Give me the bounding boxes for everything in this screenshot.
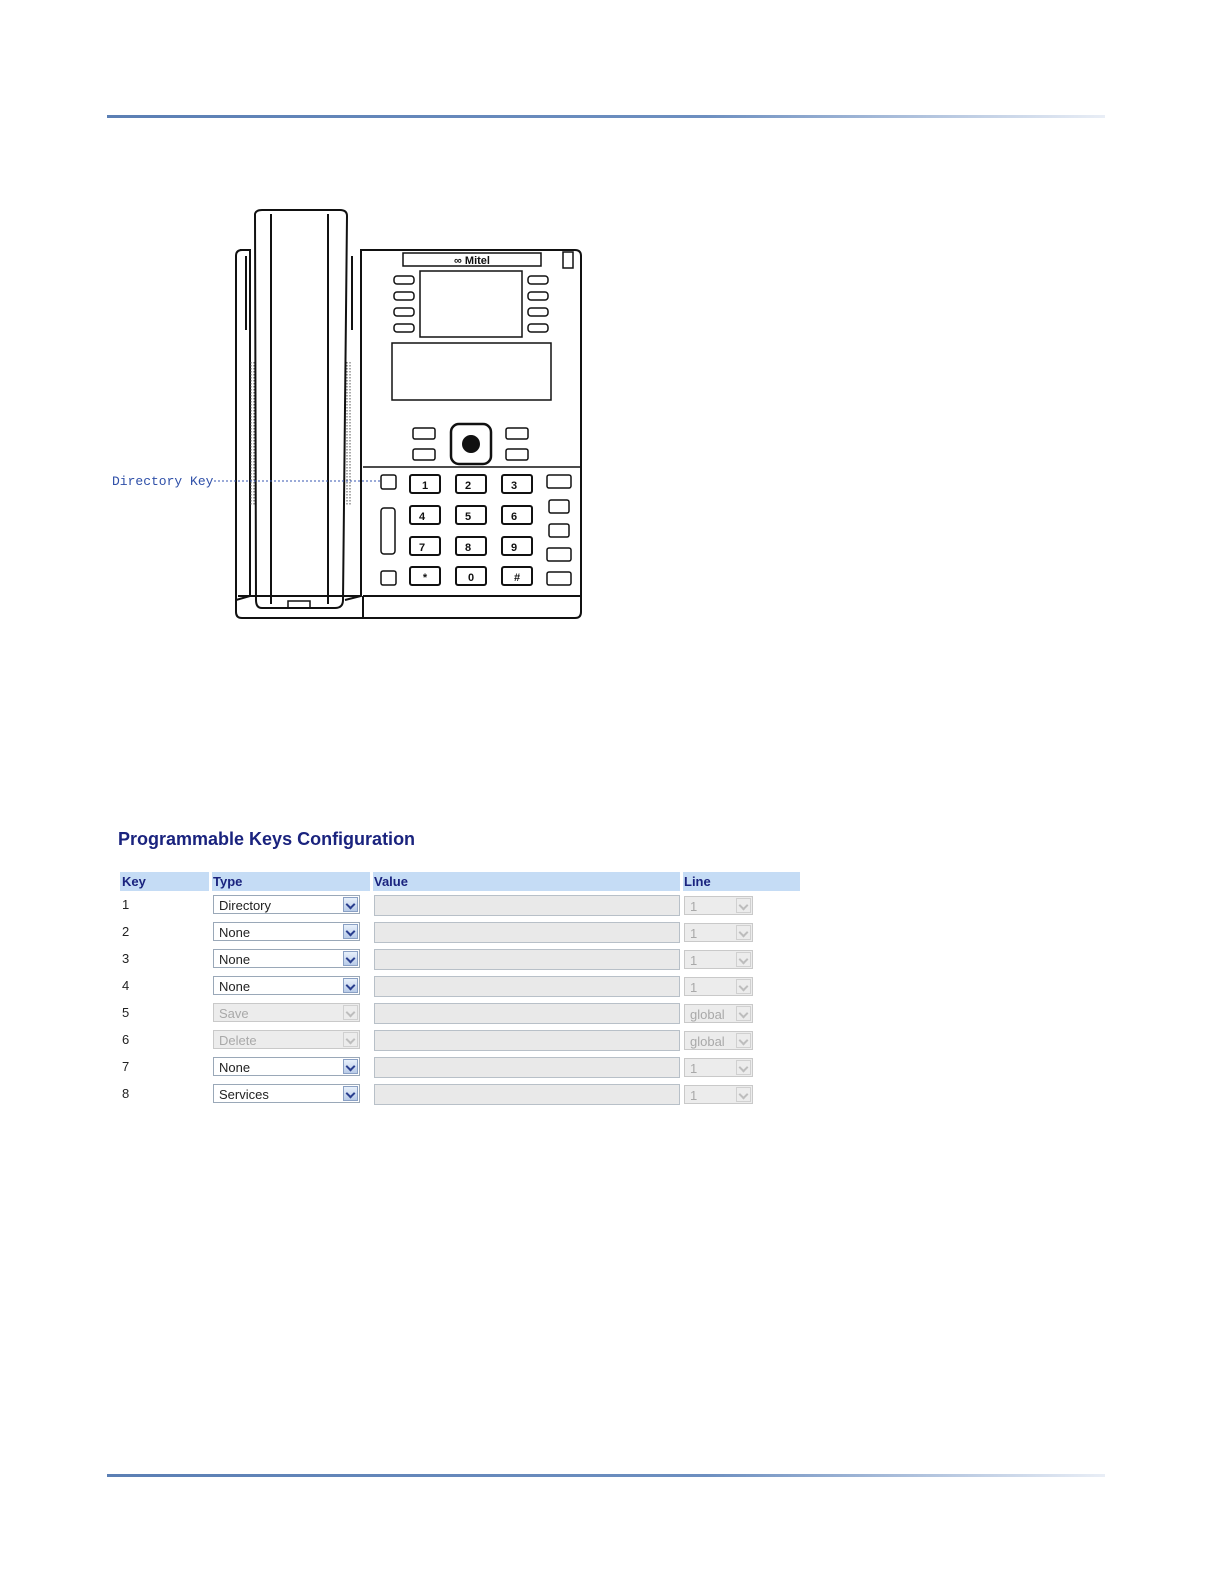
chevron-down-icon (736, 898, 751, 913)
table-row (120, 918, 800, 945)
key-number: 5 (122, 1005, 130, 1020)
line-select-value: global (690, 1007, 725, 1022)
line-select (684, 1058, 753, 1077)
type-select[interactable] (213, 1057, 360, 1076)
header-type: Type (213, 874, 243, 889)
chevron-down-icon (736, 979, 751, 994)
phone-illustration (100, 195, 600, 625)
table-row (120, 972, 800, 999)
type-select-value: Delete (219, 1033, 257, 1048)
svg-text:4: 4 (418, 511, 426, 523)
type-select-value: Save (219, 1006, 249, 1021)
line-select (684, 896, 753, 915)
svg-text:2: 2 (464, 480, 472, 492)
table-row (120, 999, 800, 1026)
key-number: 1 (122, 897, 130, 912)
key-number: 4 (122, 978, 130, 993)
chevron-down-icon (343, 1059, 358, 1074)
table-header (120, 872, 800, 891)
line-select-value: global (690, 1034, 725, 1049)
svg-text:3: 3 (510, 480, 518, 492)
chevron-down-icon (343, 924, 358, 939)
value-input (374, 895, 680, 916)
svg-text:*: * (422, 572, 428, 584)
line-select (684, 977, 753, 996)
value-input (374, 976, 680, 997)
chevron-down-icon (736, 1060, 751, 1075)
chevron-down-icon (343, 1032, 358, 1047)
chevron-down-icon (343, 897, 358, 912)
svg-text:0: 0 (467, 572, 475, 584)
type-select (213, 1003, 360, 1022)
svg-text:1: 1 (421, 480, 429, 492)
svg-text:9: 9 (510, 542, 518, 554)
table-row (120, 1026, 800, 1053)
line-select (684, 1085, 753, 1104)
type-select-value: None (219, 979, 251, 994)
config-title: Programmable Keys Configuration (118, 829, 416, 849)
value-input (374, 1003, 680, 1024)
table-row (120, 891, 800, 918)
footer-rule (107, 1474, 1105, 1477)
header-line: Line (684, 874, 711, 889)
line-select (684, 950, 753, 969)
line-select-value: 1 (690, 1088, 698, 1103)
type-select (213, 1030, 360, 1049)
type-select-value: Services (219, 1087, 269, 1102)
type-select-value: Directory (219, 898, 272, 913)
header-value: Value (374, 874, 408, 889)
svg-text:8: 8 (464, 542, 472, 554)
programmable-keys-table (120, 872, 800, 1107)
chevron-down-icon (736, 1033, 751, 1048)
value-input (374, 1084, 680, 1105)
type-select-value: None (219, 1060, 251, 1075)
table-row (120, 945, 800, 972)
line-select (684, 923, 753, 942)
type-select[interactable] (213, 922, 360, 941)
header-rule (107, 115, 1105, 118)
svg-text:5: 5 (464, 511, 472, 523)
line-select (684, 1031, 753, 1050)
line-select-value: 1 (690, 926, 698, 941)
header-key: Key (122, 874, 146, 889)
type-select[interactable] (213, 976, 360, 995)
key-number: 3 (122, 951, 130, 966)
phone-brand-logo: ∞ Mitel (454, 255, 490, 267)
table-row (120, 1053, 800, 1080)
key-number: 6 (122, 1032, 130, 1047)
svg-text:6: 6 (510, 511, 518, 523)
key-number: 7 (122, 1059, 130, 1074)
chevron-down-icon (343, 951, 358, 966)
svg-text:#: # (513, 572, 521, 584)
chevron-down-icon (736, 1006, 751, 1021)
chevron-down-icon (736, 1087, 751, 1102)
svg-text:7: 7 (418, 542, 426, 554)
line-select-value: 1 (690, 1061, 698, 1076)
line-select-value: 1 (690, 953, 698, 968)
chevron-down-icon (736, 952, 751, 967)
chevron-down-icon (736, 925, 751, 940)
type-select[interactable] (213, 1084, 360, 1103)
line-select (684, 1004, 753, 1023)
type-select[interactable] (213, 895, 360, 914)
chevron-down-icon (343, 1086, 358, 1101)
value-input (374, 949, 680, 970)
type-select-value: None (219, 925, 251, 940)
type-select-value: None (219, 952, 251, 967)
table-row (120, 1080, 800, 1107)
value-input (374, 1057, 680, 1078)
key-number: 2 (122, 924, 130, 939)
directory-key-callout: Directory Key (112, 474, 214, 489)
value-input (374, 922, 680, 943)
chevron-down-icon (343, 1005, 358, 1020)
key-number: 8 (122, 1086, 130, 1101)
chevron-down-icon (343, 978, 358, 993)
value-input (374, 1030, 680, 1051)
type-select[interactable] (213, 949, 360, 968)
line-select-value: 1 (690, 980, 698, 995)
line-select-value: 1 (690, 899, 698, 914)
